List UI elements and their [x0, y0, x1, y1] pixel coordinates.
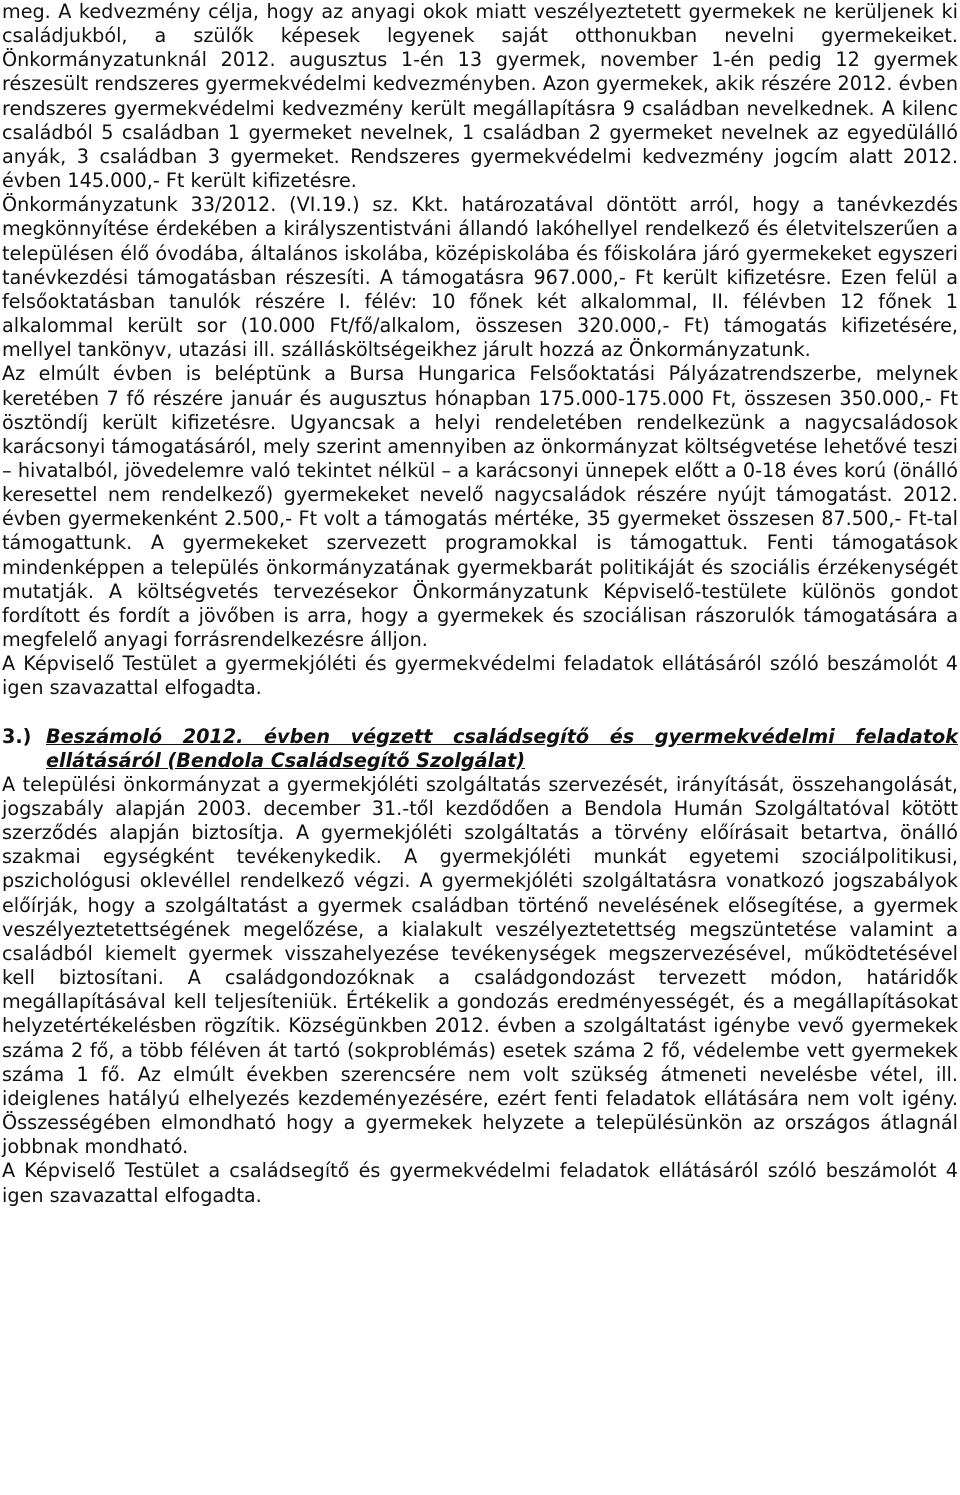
- paragraph-approval-1: A Képviselő Testület a gyermekjóléti és gyermekvédelmi feladatok ellátásáról szóló beszámolót 4 igen szavazattal elfogadta.: [2, 652, 958, 700]
- section-heading: [2, 725, 958, 773]
- paragraph-family-support-service: A települési önkormányzat a gyermekjóléti szolgáltatás szervezését, irányítását, összehangolását, jogszabály alapján 2003. december 31.-től kezdődően a Bendola Humán Szolgáltatóval kötött szerződés alapján biztosítja. A gyermekjóléti szolgáltatás a törvény előírásait betartva, önálló szakmai egységként tevékenykedik. A gyermekjóléti munkát egyetemi szociálpolitikusi, pszichológusi oklevéllel rendelkező végzi. A gyermekjóléti szolgáltatásra vonatkozó jogszabályok előírják, hogy a szolgáltatást a gyermek családban történő nevelésének elősegítése, a gyermek veszélyeztetettségének megelőzése, a kialakult veszélyeztetettség megszüntetése valamint a családból kiemelt gyermek visszahelyezése tevékenységek megszervezésével, működtetésével kell biztosítani. A családgondozóknak a családgondozást tervezett módon, határidők megállapításával kell teljesíteniük. Értékelik a gondozás eredményességét, és a megállapításokat helyzetértékelésben rögzítik. Községünkben 2012. évben a szolgáltatást igénybe vevő gyermekek száma 2 fő, a több féléven át tartó (sokproblémás) esetek száma 2 fő, védelembe vett gyermekek száma 1 fő. Az elmúlt években szerencsére nem volt szükség átmeneti nevelésbe vétel, ill. ideiglenes hatályú elhelyezés kezdeményezésére, ezért fenti feladatok ellátására nem volt igény. Összességében elmondható hogy a gyermekek helyzete a településünkön az országos átlagnál jobbnak mondható.: [2, 772, 958, 1159]
- section-number: 3.): [2, 724, 32, 748]
- paragraph-approval-2: A Képviselő Testület a családsegítő és gyermekvédelmi feladatok ellátásáról szóló beszámolót 4 igen szavazattal elfogadta.: [2, 1159, 958, 1207]
- section-title: Beszámoló 2012. évben végzett családsegítő és gyermekvédelmi feladatok ellátásáról (Bendola Családsegítő Szolgálat): [46, 724, 958, 772]
- paragraph-school-start-support: Önkormányzatunk 33/2012. (VI.19.) sz. Kkt. határozatával döntött arról, hogy a tanévkezdés megkönnyítése érdekében a királyszentistváni állandó lakóhellyel rendelkező és életvitelszerűen a településen élő óvodába, általános iskolába, középiskolába és főiskolára járó gyermekeket egyszeri tanévkezdési támogatásban részesíti. A támogatásra 967.000,- Ft került kifizetésre. Ezen felül a felsőoktatásban tanulók részére I. félév: 10 főnek két alkalommal, II. félévben 12 főnek 1 alkalommal került sor (10.000 Ft/fő/alkalom, összesen 320.000,- Ft) támogatás kifizetésére, mellyel tankönyv, utazási ill. szállásköltségeikhez járult hozzá az Önkormányzatunk.: [2, 193, 958, 362]
- section-gap: [2, 701, 958, 725]
- paragraph-bursa-hungarica: Az elmúlt évben is beléptünk a Bursa Hungarica Felsőoktatási Pályázatrendszerbe, melynek keretében 7 fő részére január és augusztus hónapban 175.000-175.000 Ft, összesen 350.000,- Ft ösztöndíj került kifizetésre. Ugyancsak a helyi rendeletében rendelkezünk a nagycsaládosok karácsonyi támogatásáról, mely szerint amennyiben az önkormányzat költségvetése lehetővé teszi – hivatalból, jövedelemre való tekintet nélkül – a karácsonyi ünnepek előtt a 0-18 éves korú (önálló keresettel nem rendelkező) gyermekeket nevelő nagycsaládok részére nyújt támogatást. 2012. évben gyermekenként 2.500,- Ft volt a támogatás mértéke, 35 gyermeket összesen 87.500,- Ft-tal támogattunk. A gyermekeket szervezett programokkal is támogattuk. Fenti támogatások mindenképpen a település önkormányzatának gyermekbarát politikáját és szociális érzékenységét mutatják. A költségvetés tervezésekor Önkormányzatunk Képviselő-testülete különös gondot fordított és fordít a jövőben is arra, hogy a gyermekek és szociálisan rászorulók támogatására a megfelelő anyagi forrásrendelkezésre álljon.: [2, 362, 958, 652]
- paragraph-child-protection-allowance: meg. A kedvezmény célja, hogy az anyagi okok miatt veszélyeztetett gyermekek ne kerüljenek ki családjukból, a szülők képesek legyenek saját otthonukban nevelni gyermekeiket. Önkormányzatunknál 2012. augusztus 1-én 13 gyermek, november 1-én pedig 12 gyermek részesült rendszeres gyermekvédelmi kedvezményben. Azon gyermekek, akik részére 2012. évben rendszeres gyermekvédelmi kedvezmény került megállapításra 9 családban nevelkednek. A kilenc családból 5 családban 1 gyermeket nevelnek, 1 családban 2 gyermeket nevelnek az egyedülálló anyák, 3 családban 3 gyermeket. Rendszeres gyermekvédelmi kedvezmény jogcím alatt 2012. évben 145.000,- Ft került kifizetésre.: [2, 0, 958, 193]
